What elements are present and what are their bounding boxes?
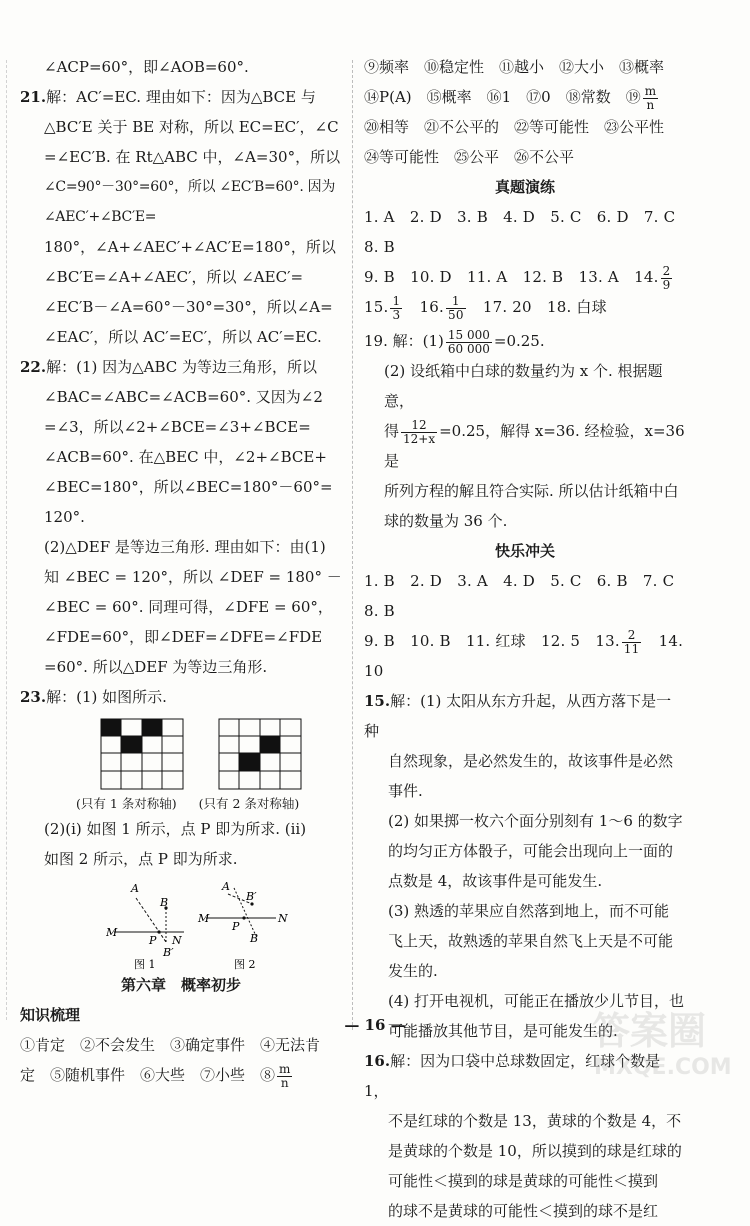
question-number: 15. bbox=[364, 692, 391, 710]
text-line: (2)△DEF 是等边三角形. 理由如下：由(1) bbox=[44, 538, 326, 556]
text-line: 不是红球的个数是 13，黄球的个数是 4，不 bbox=[388, 1112, 682, 1130]
fraction-denominator: 60 000 bbox=[447, 341, 490, 356]
fraction-denominator: 3 bbox=[392, 307, 401, 322]
text-line: (4) 打开电视机，可能正在播放少儿节目，也 bbox=[388, 992, 685, 1010]
text-line: 发生的. bbox=[388, 962, 438, 980]
label-m: M bbox=[198, 912, 210, 925]
text-line: 解：(1) 如图所示. bbox=[46, 688, 167, 706]
text-line: 点数是 4，故该事件是可能发生. bbox=[388, 872, 603, 890]
text-line: =60°. 所以△DEF 为等边三角形. bbox=[44, 658, 268, 676]
figure-caption: 图 2 bbox=[234, 958, 256, 970]
page-number: — 16 — bbox=[344, 1016, 406, 1034]
text-line: ⑨频率 ⑩稳定性 ⑪越小 ⑫大小 ⑬概率 bbox=[364, 58, 665, 76]
left-column bbox=[20, 52, 342, 1090]
question-15 bbox=[364, 686, 686, 746]
text-line: 的球不是黄球的可能性＜摸到的球不是红 bbox=[388, 1202, 659, 1220]
text-line: =∠3，所以∠2+∠BCE=∠3+∠BCE= bbox=[44, 418, 311, 436]
text-line: 解：(1) 因为△ABC 为等边三角形，所以 bbox=[46, 358, 318, 376]
text-line: 解：因为口袋中总球数固定，红球个数是 1， bbox=[364, 1052, 661, 1100]
text-line: 15. bbox=[364, 298, 389, 316]
text-line: (2) 如果掷一枚六个面分别刻有 1～6 的数字 bbox=[388, 812, 683, 830]
fraction bbox=[401, 419, 437, 446]
text-line: 解：(1) 太阳从东方升起，从西方落下是一种 bbox=[364, 692, 672, 740]
label-b-prime: B′ bbox=[163, 946, 174, 959]
text-line: 自然现象，是必然发生的，故该事件是必然 bbox=[388, 752, 674, 770]
question-number: 22. bbox=[20, 358, 47, 376]
question-number: 16. bbox=[364, 1052, 391, 1070]
label-n: N bbox=[172, 934, 182, 947]
text-line: (2) 设纸箱中白球的数量约为 x 个. 根据题意， bbox=[384, 362, 663, 410]
text-line: (2)(ⅰ) 如图 1 所示，点 P 即为所求. (ⅱ) bbox=[44, 820, 307, 838]
text-line: 的均匀正方体骰子，可能会出现向上一面的 bbox=[388, 842, 674, 860]
figure-caption: 图 1 bbox=[134, 958, 156, 970]
text-line: 所列方程的解且符合实际. 所以估计纸箱中白 bbox=[384, 482, 679, 500]
fraction-denominator: n bbox=[646, 97, 655, 112]
label-a: A bbox=[222, 880, 230, 893]
grid-captions bbox=[76, 794, 342, 814]
watermark-logo bbox=[586, 1000, 736, 1080]
label-a: A bbox=[131, 882, 139, 895]
chapter-title: 第六章 概率初步 bbox=[120, 976, 241, 994]
grid-caption: (只有 2 条对称轴) bbox=[198, 796, 300, 811]
label-p: P bbox=[149, 934, 157, 947]
filled-cell bbox=[142, 719, 162, 736]
label-b: B bbox=[160, 896, 169, 909]
text-line: =0.25，解得 x=36. 经检验，x=36 是 bbox=[384, 422, 685, 470]
text-line: =0.25. bbox=[493, 332, 545, 350]
question-number: 21. bbox=[20, 88, 47, 106]
answer-line bbox=[364, 292, 686, 322]
fraction-numerator: m bbox=[644, 83, 657, 98]
section-title: 知识梳理 bbox=[20, 1006, 81, 1024]
text-line: ∠BEC = 60°. 同理可得，∠DFE = 60°， bbox=[44, 598, 333, 616]
text-line: 可能性＜摸到的球是黄球的可能性＜摸到 bbox=[388, 1172, 659, 1190]
text-line: ∠ACB=60°. 在△BEC 中，∠2+∠BCE+ bbox=[44, 448, 327, 466]
text-line: 120°. bbox=[44, 508, 85, 526]
text-line: 可能播放其他节目，是可能发生的. bbox=[388, 1022, 618, 1040]
text-line: 14. 10 bbox=[364, 632, 684, 680]
fraction-denominator: 9 bbox=[662, 277, 671, 292]
column-divider bbox=[352, 60, 353, 1030]
question-23 bbox=[20, 682, 342, 712]
text-line: 定 ⑤随机事件 ⑥大些 ⑦小些 ⑧ bbox=[20, 1066, 276, 1084]
text-line: 9. B 10. D 11. A 12. B 13. A 14. bbox=[364, 268, 659, 286]
filled-cell bbox=[121, 736, 142, 753]
fraction-numerator: 15 000 bbox=[447, 327, 490, 342]
text-line: 知 ∠BEC = 120°，所以 ∠DEF = 180° － bbox=[44, 568, 342, 586]
fraction-numerator: 2 bbox=[622, 629, 642, 643]
fraction-numerator: m bbox=[279, 1061, 291, 1076]
text-line: ∠BC′E=∠A+∠AEC′，所以 ∠AEC′= bbox=[44, 268, 304, 286]
text-line: 17. 20 18. 白球 bbox=[482, 298, 607, 316]
text-line: 如图 2 所示，点 P 即为所求. bbox=[44, 850, 238, 868]
question-number: 23. bbox=[20, 688, 47, 706]
text-line: ∠EAC′，所以 AC′=EC′，所以 AC′=EC. bbox=[44, 328, 322, 346]
fraction-numerator: 12 bbox=[401, 419, 437, 433]
text-line: 事件. bbox=[388, 782, 423, 800]
text-line: ⑭P(A) ⑮概率 ⑯1 ⑰0 ⑱常数 ⑲ bbox=[364, 88, 641, 106]
text-line: 16. bbox=[419, 298, 444, 316]
text-line: ∠EC′B－∠A=60°－30°=30°，所以∠A= bbox=[44, 298, 333, 316]
label-m: M bbox=[106, 926, 118, 939]
fraction-numerator: 1 bbox=[446, 295, 466, 309]
filled-cell bbox=[260, 736, 280, 753]
text-line: ∠BAC=∠ABC=∠ACB=60°. 又因为∠2 bbox=[44, 388, 323, 406]
section-title: 真题演练 bbox=[494, 178, 555, 196]
grid-figure-1 bbox=[100, 718, 184, 790]
label-n: N bbox=[278, 912, 288, 925]
filled-cell bbox=[101, 719, 121, 736]
grid-caption: (只有 1 条对称轴) bbox=[76, 796, 177, 811]
text-line: 得 bbox=[384, 422, 400, 440]
text-line: 球的数量为 36 个. bbox=[384, 512, 508, 530]
fraction-numerator: 1 bbox=[392, 293, 401, 308]
figure-1 bbox=[106, 882, 184, 970]
text-line: ∠C=90°－30°=60°，所以 ∠EC′B=60°. 因为 ∠AEC′+∠BC′E= bbox=[44, 179, 336, 225]
fraction-denominator: 12+x bbox=[403, 431, 436, 446]
reflection-figures bbox=[106, 878, 306, 970]
fraction bbox=[622, 629, 642, 656]
text-line: △BC′E 关于 BE 对称，所以 EC=EC′，∠C bbox=[44, 118, 339, 136]
filled-cell bbox=[239, 753, 260, 771]
fraction bbox=[446, 329, 492, 356]
answer-line: 1. B 2. D 3. A 4. D 5. C 6. B 7. C 8. B bbox=[364, 572, 690, 620]
question-19 bbox=[364, 326, 686, 356]
section-title: 快乐冲关 bbox=[494, 542, 555, 560]
text-line: ⑳相等 ㉑不公平的 ㉒等可能性 ㉓公平性 bbox=[364, 118, 665, 136]
watermark-url: MXQE.COM bbox=[594, 1055, 732, 1080]
answer-line bbox=[364, 262, 686, 292]
fraction-denominator: n bbox=[280, 1075, 289, 1090]
text-line: ∠BEC=180°，所以∠BEC=180°－60°= bbox=[44, 478, 333, 496]
text-line: ①肯定 ②不会发生 ③确定事件 ④无法肯 bbox=[20, 1036, 321, 1054]
text-line: (3) 熟透的苹果应自然落到地上，而不可能 bbox=[388, 902, 670, 920]
text-line: ㉔等可能性 ㉕公平 ㉖不公平 bbox=[364, 148, 575, 166]
text-line: 是黄球的个数是 10，所以摸到的球是红球的 bbox=[388, 1142, 682, 1160]
text-line: 解：AC′=EC. 理由如下：因为△BCE 与 bbox=[46, 88, 316, 106]
fraction bbox=[390, 295, 402, 322]
fraction-numerator: 2 bbox=[662, 263, 671, 278]
text-line: ∠FDE=60°，即∠DEF=∠DFE=∠FDE bbox=[44, 628, 323, 646]
label-b-prime: B′ bbox=[246, 890, 257, 903]
figure-2 bbox=[197, 880, 288, 970]
answer-line: 1. A 2. D 3. B 4. D 5. C 6. D 7. C 8. B bbox=[364, 208, 691, 256]
fraction-denominator: 11 bbox=[623, 641, 640, 656]
text-line: =∠EC′B. 在 Rt△ABC 中，∠A=30°，所以 bbox=[44, 148, 341, 166]
symmetry-grids bbox=[100, 718, 342, 790]
label-b: B bbox=[250, 932, 259, 945]
fraction bbox=[446, 295, 466, 322]
answer-line bbox=[364, 626, 686, 686]
text-line: 9. B 10. B 11. 红球 12. 5 13. bbox=[364, 632, 620, 650]
text-line-with-fraction bbox=[364, 416, 686, 476]
text-line: 180°，∠A+∠AEC′+∠AC′E=180°，所以 bbox=[44, 238, 336, 256]
watermark-text: 答案圈 bbox=[592, 1009, 707, 1053]
fraction bbox=[661, 265, 673, 292]
text-line: 飞上天，故熟透的苹果自然飞上天是不可能 bbox=[388, 932, 674, 950]
left-margin-line bbox=[6, 60, 7, 1020]
text-line: ∠ACP=60°，即∠AOB=60°. bbox=[44, 58, 249, 76]
grid-figure-2 bbox=[218, 718, 302, 790]
text-line-with-fraction bbox=[364, 82, 686, 112]
label-p: P bbox=[232, 920, 240, 933]
fraction bbox=[643, 85, 658, 112]
fraction-denominator: 50 bbox=[447, 307, 464, 322]
text-line: 19. 解：(1) bbox=[364, 332, 444, 350]
question-22 bbox=[20, 352, 342, 382]
question-21 bbox=[20, 82, 342, 112]
fraction bbox=[277, 1063, 292, 1090]
